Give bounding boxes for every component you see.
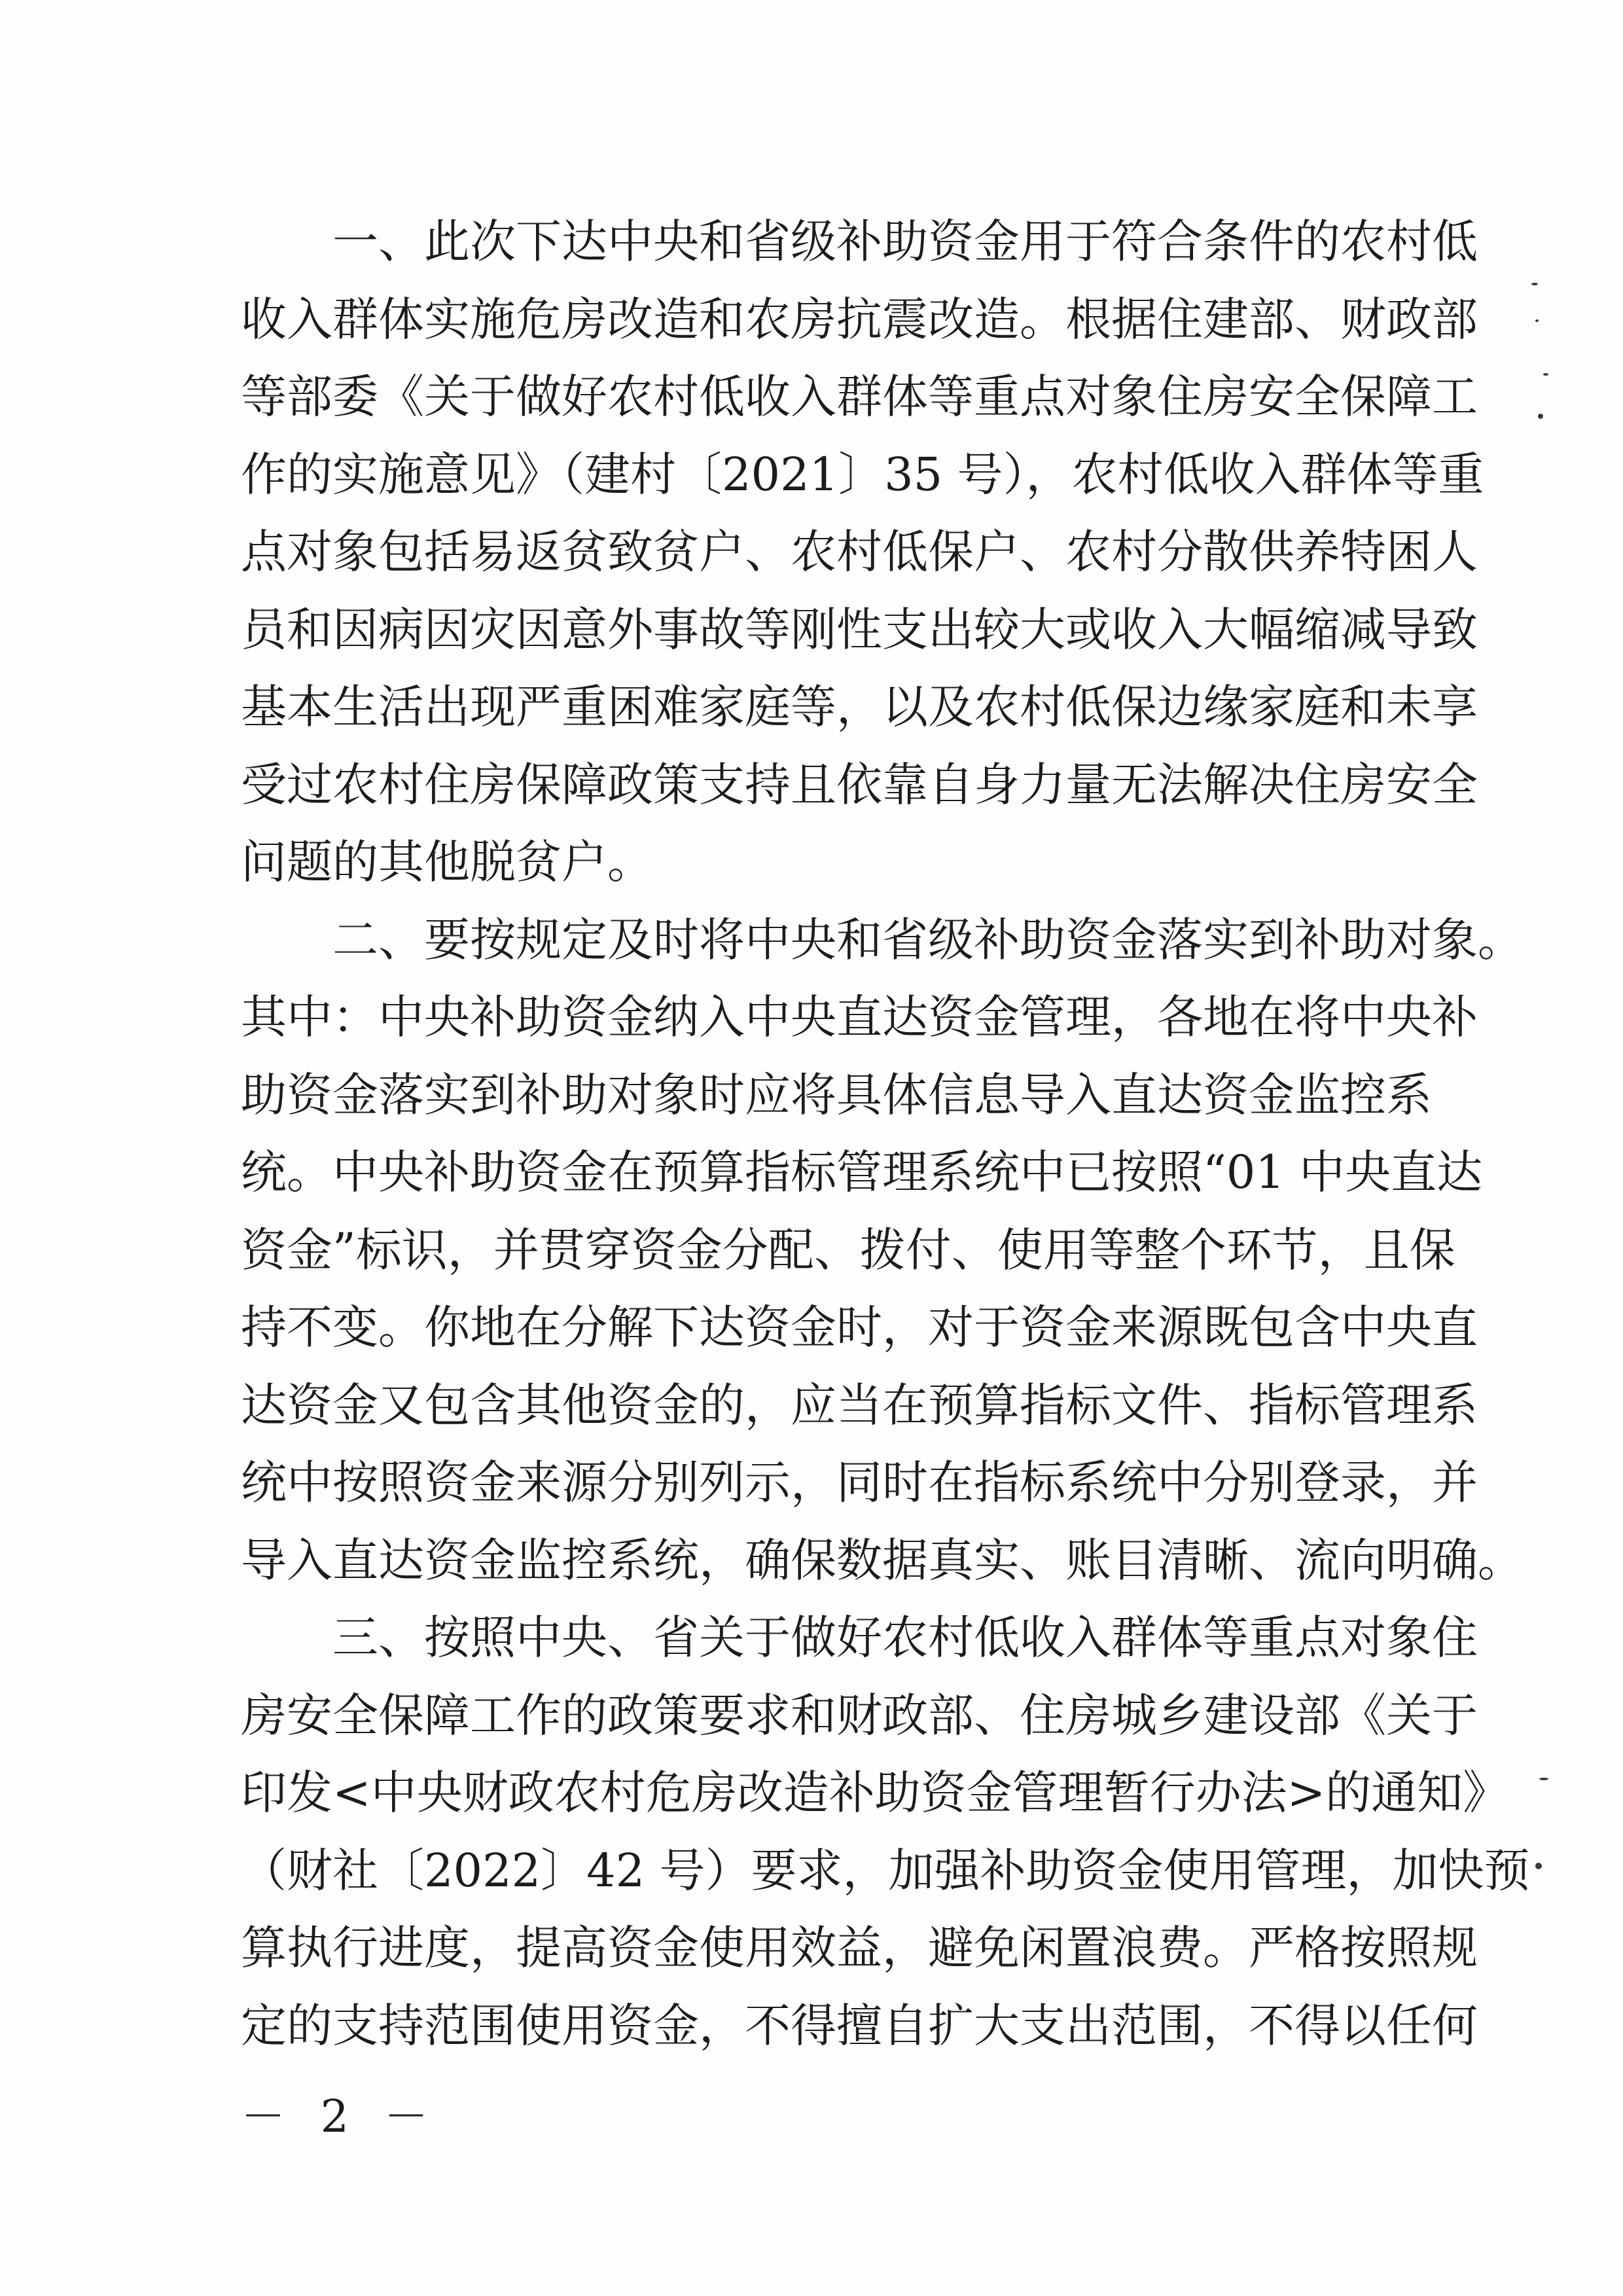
paragraph-3-line-2: 房安全保障工作的政策要求和财政部、住房城乡建设部《关于 [241, 1688, 1478, 1742]
paragraph-2-line-6: 持不变。你地在分解下达资金时，对于资金来源既包含中央直 [241, 1300, 1478, 1354]
paragraph-1-line-6: 员和因病因灾因意外事故等刚性支出较大或收入大幅缩减导致 [241, 602, 1478, 656]
paragraph-2-line-8: 统中按照资金来源分别列示，同时在指标系统中分别登录，并 [241, 1456, 1478, 1509]
scan-speck [1538, 414, 1543, 419]
page-number: － 2 － [241, 2091, 439, 2143]
paragraph-3-line-5: 算执行进度，提高资金使用效益，避免闲置浪费。严格按照规 [241, 1921, 1478, 1975]
paragraph-1-line-4: 作的实施意见》（建村〔2021〕35 号），农村低收入群体等重 [241, 447, 1484, 501]
paragraph-3-line-4: （财社〔2022〕42 号）要求，加强补助资金使用管理，加快预 [241, 1843, 1530, 1897]
paragraph-1-line-8: 受过农村住房保障政策支持且依靠自身力量无法解决住房安全 [241, 757, 1478, 812]
paragraph-2-line-3: 助资金落实到补助对象时应将具体信息导入直达资金监控系 [241, 1067, 1432, 1122]
document-body [241, 203, 1530, 2064]
paragraph-3-line-6: 定的支持范围使用资金，不得擅自扩大支出范围，不得以任何 [241, 1998, 1478, 2053]
paragraph-3-line-1: 三、按照中央、省关于做好农村低收入群体等重点对象住 [332, 1611, 1478, 1664]
paragraph-1-line-1: 一、此次下达中央和省级补助资金用于符合条件的农村低 [332, 215, 1478, 268]
paragraph-2-line-1: 二、要按规定及时将中央和省级补助资金落实到补助对象。 [332, 912, 1524, 967]
paragraph-2-line-7: 达资金又包含其他资金的，应当在预算指标文件、指标管理系 [241, 1378, 1478, 1432]
paragraph-1-line-2: 收入群体实施危房改造和农房抗震改造。根据住建部、财政部 [241, 292, 1478, 346]
paragraph-1-line-5: 点对象包括易返贫致贫户、农村低保户、农村分散供养特困人 [241, 525, 1478, 579]
scan-speck [1543, 373, 1548, 376]
scan-speck [1535, 319, 1539, 322]
paragraph-2-line-2: 其中：中央补助资金纳入中央直达资金管理，各地在将中央补 [241, 990, 1478, 1044]
paragraph-1-line-7: 基本生活出现严重困难家庭等，以及农村低保边缘家庭和未享 [241, 680, 1478, 734]
paragraph-2-line-5: 资金”标识，并贯穿资金分配、拨付、使用等整个环节，且保 [241, 1223, 1455, 1277]
scan-speck [1539, 1778, 1548, 1780]
paragraph-2-line-9: 导入直达资金监控系统，确保数据真实、账目清晰、流向明确。 [241, 1533, 1524, 1587]
paragraph-2-line-4: 统。中央补助资金在预算指标管理系统中已按照“01 中央直达 [241, 1145, 1483, 1199]
paragraph-1-line-3: 等部委《关于做好农村低收入群体等重点对象住房安全保障工 [241, 370, 1478, 423]
scan-speck [1535, 1863, 1542, 1869]
paragraph-1-line-9: 问题的其他脱贫户。 [241, 835, 653, 889]
paragraph-3-line-3: 印发<中央财政农村危房改造补助资金管理暂行办法>的通知》 [241, 1766, 1509, 1820]
scan-speck [1531, 283, 1538, 285]
